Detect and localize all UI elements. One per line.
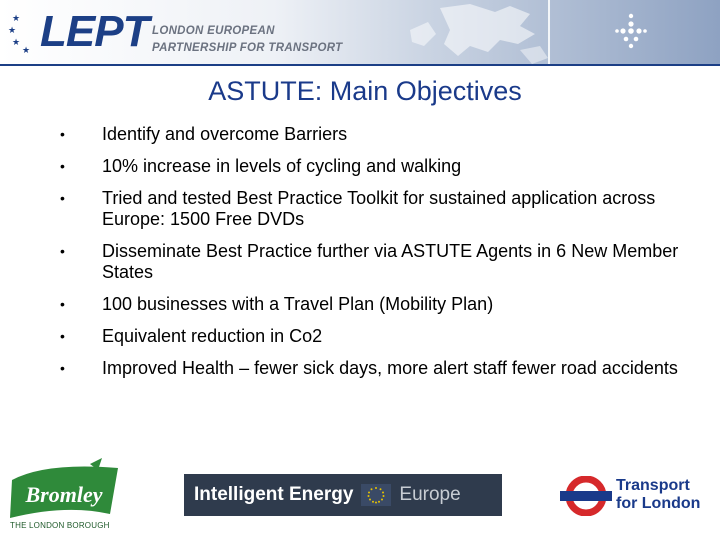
list-item bbox=[56, 294, 696, 315]
svg-text:★: ★ bbox=[12, 38, 21, 48]
list-item bbox=[56, 241, 696, 283]
org-name-line1: LONDON EUROPEAN bbox=[152, 25, 275, 37]
bullet-marker: • bbox=[60, 243, 65, 259]
bullet-text: Equivalent reduction in Co2 bbox=[102, 326, 323, 346]
bromley-name: Bromley bbox=[25, 482, 103, 507]
bullet-marker: • bbox=[60, 126, 65, 142]
lept-logo: LEPT bbox=[40, 7, 149, 56]
svg-text:★: ★ bbox=[12, 14, 21, 24]
tfl-line2: for London bbox=[616, 495, 701, 512]
bullet-marker: • bbox=[60, 158, 65, 174]
europe-map-graphic bbox=[400, 0, 720, 66]
bullet-text: 100 businesses with a Travel Plan (Mobility Plan) bbox=[102, 294, 494, 314]
list-item bbox=[56, 188, 696, 230]
list-item bbox=[56, 326, 696, 347]
header-rule bbox=[0, 64, 720, 66]
list-item bbox=[56, 124, 696, 145]
list-item bbox=[56, 358, 696, 379]
eu-flag-icon bbox=[361, 484, 391, 506]
objectives-list bbox=[56, 124, 696, 390]
svg-text:★: ★ bbox=[8, 26, 17, 36]
iee-region-text: Europe bbox=[399, 484, 461, 505]
bullet-marker: • bbox=[60, 360, 65, 376]
org-name-line2: PARTNERSHIP FOR TRANSPORT bbox=[152, 42, 343, 54]
dots-emblem-icon bbox=[614, 12, 648, 50]
bullet-text: Improved Health – fewer sick days, more alert staff fewer road accidents bbox=[102, 358, 678, 378]
bullet-marker: • bbox=[60, 296, 65, 312]
list-item bbox=[56, 156, 696, 177]
bullet-marker: • bbox=[60, 328, 65, 344]
bullet-text: 10% increase in levels of cycling and walking bbox=[102, 156, 462, 176]
slide-title: ASTUTE: Main Objectives bbox=[208, 76, 522, 106]
bromley-subtitle: THE LONDON BOROUGH bbox=[10, 521, 110, 530]
bullet-marker: • bbox=[60, 190, 65, 206]
bullet-text: Identify and overcome Barriers bbox=[102, 124, 348, 144]
header-banner bbox=[0, 0, 720, 66]
bullet-text: Disseminate Best Practice further via ASTUTE Agents in 6 New Member States bbox=[102, 241, 679, 282]
svg-text:★: ★ bbox=[22, 46, 31, 55]
header-divider bbox=[548, 0, 550, 64]
tfl-roundel-icon bbox=[560, 476, 612, 516]
bullet-text: Tried and tested Best Practice Toolkit for sustained application across Europe: 1500 Free DVDs bbox=[102, 188, 656, 229]
tfl-line1: Transport bbox=[616, 477, 690, 494]
iee-main-text: Intelligent Energy bbox=[194, 484, 354, 505]
intelligent-energy-europe-logo bbox=[184, 474, 502, 516]
